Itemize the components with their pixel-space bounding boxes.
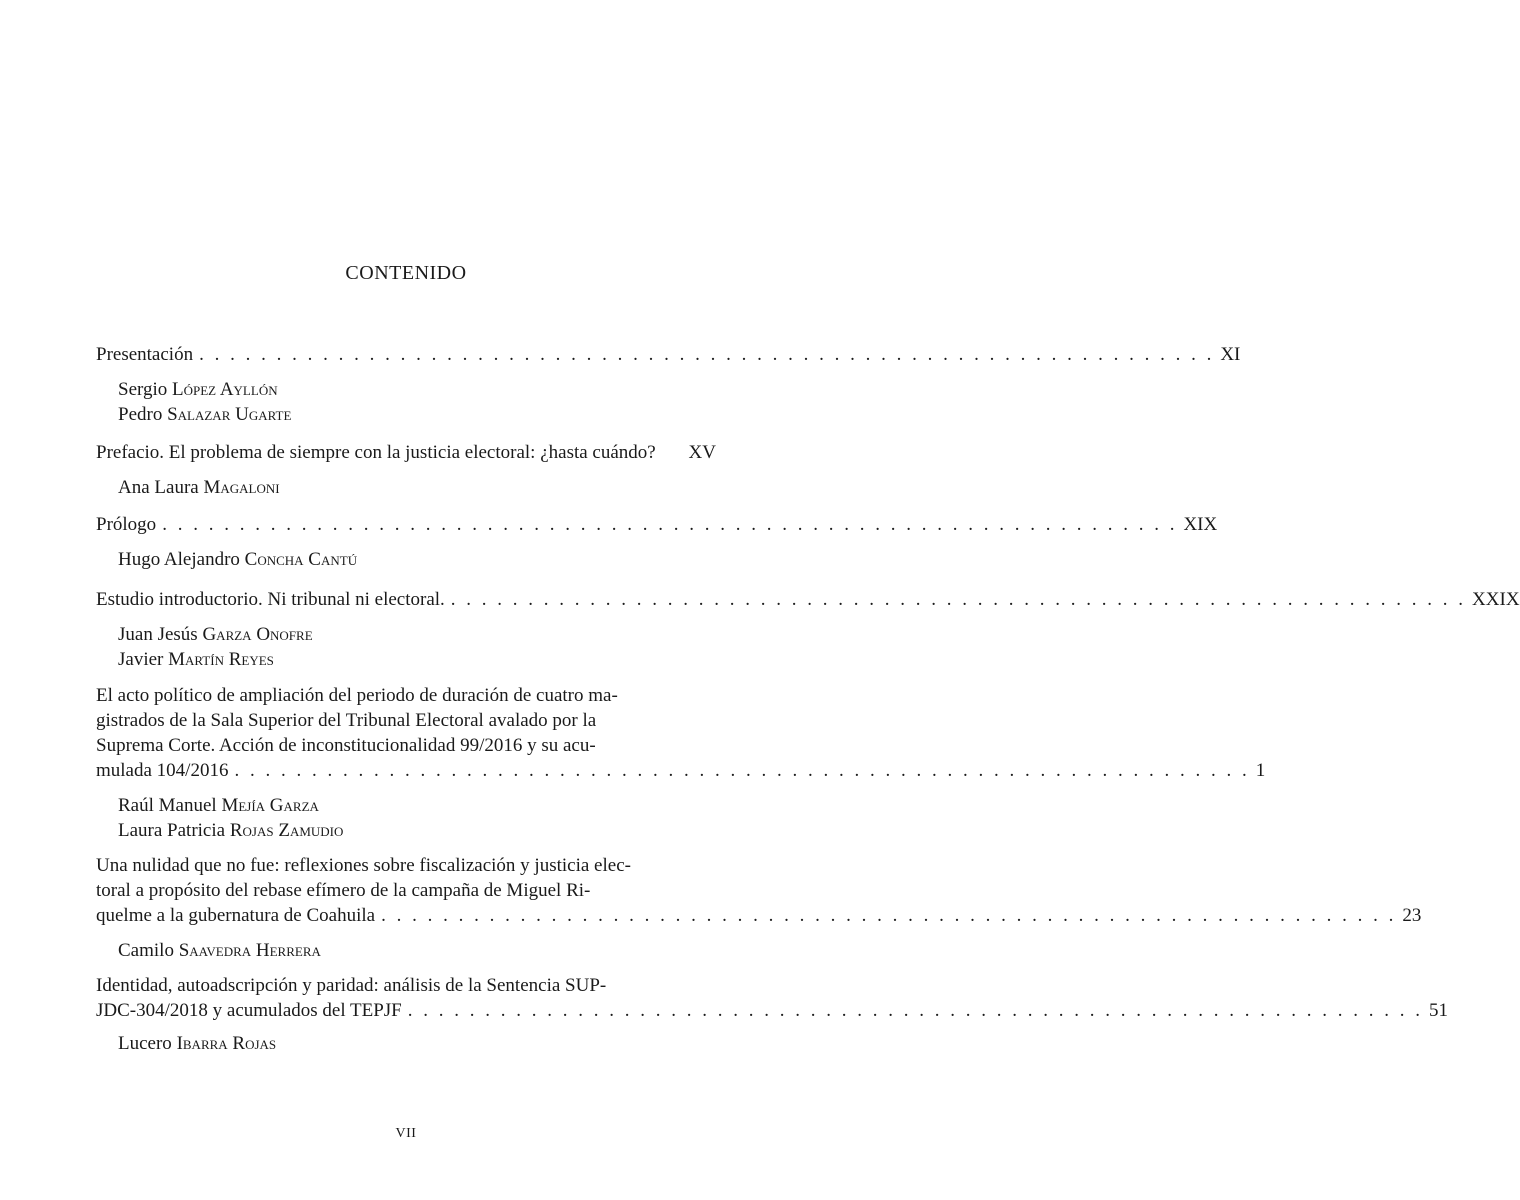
toc-entry-title: quelme a la gubernatura de Coahuila bbox=[96, 905, 376, 926]
toc-entry-acto-politico bbox=[96, 683, 1266, 843]
toc-entry-title-line bbox=[96, 440, 716, 465]
toc-entry-prefacio bbox=[96, 440, 716, 500]
toc-entry-nulidad bbox=[96, 853, 1422, 963]
author-given-name: Camilo bbox=[118, 940, 179, 961]
toc-entry-authors bbox=[118, 1031, 716, 1056]
author-name bbox=[118, 547, 716, 572]
page-number: VII bbox=[395, 1126, 417, 1141]
author-given-name: Pedro bbox=[118, 404, 168, 425]
author-given-name: Raúl Manuel bbox=[118, 795, 222, 816]
author-given-name: Sergio bbox=[118, 379, 173, 400]
dot-leader: . . . . . . . . . . . . . . . . . . . . . . . . . . . . . . . . . . . . . . . . . . . . . . . . . . . . . . . . . . . . . . . . . . bbox=[381, 905, 1397, 926]
author-surname: Saavedra Herrera bbox=[178, 940, 321, 961]
toc-entry-title: Identidad, autoadscripción y paridad: análisis de la Sentencia SUP- bbox=[96, 975, 607, 996]
toc-entry-page: XI bbox=[1220, 344, 1241, 365]
toc-entry-title-line bbox=[96, 903, 1422, 928]
author-surname: Martín Reyes bbox=[168, 649, 274, 670]
author-given-name: Laura Patricia bbox=[118, 820, 230, 841]
author-name bbox=[118, 818, 716, 843]
author-name bbox=[118, 793, 716, 818]
dot-leader: . . . . . . . . . . . . . . . . . . . . . . . . . . . . . . . . . . . . . . . . . . . . . . . . . . . . . . . . . . . . . . . . . . bbox=[407, 1000, 1424, 1021]
toc-entry-page: XIX bbox=[1183, 514, 1218, 535]
page-title: CONTENIDO bbox=[345, 262, 467, 284]
toc-entry-title: El acto político de ampliación del periodo de duración de cuatro ma- bbox=[96, 685, 618, 706]
author-surname: Mejía Garza bbox=[221, 795, 319, 816]
toc-entry-presentacion bbox=[96, 342, 1241, 427]
author-name bbox=[118, 647, 716, 672]
toc-entry-title: JDC-304/2018 y acumulados del TEPJF bbox=[96, 1000, 402, 1021]
toc-entry-title: Una nulidad que no fue: reflexiones sobre fiscalización y justicia elec- bbox=[96, 855, 631, 876]
toc-entry-title-line bbox=[96, 998, 1449, 1023]
author-surname: Rojas Zamudio bbox=[229, 820, 344, 841]
author-given-name: Juan Jesús bbox=[118, 624, 203, 645]
toc-entry-authors bbox=[118, 793, 716, 843]
toc-entry-title-line bbox=[96, 512, 1218, 537]
author-given-name: Lucero bbox=[118, 1033, 177, 1054]
author-name bbox=[118, 475, 716, 500]
author-surname: Salazar Ugarte bbox=[167, 404, 292, 425]
dot-leader: . . . . . . . . . . . . . . . . . . . . . . . . . . . . . . . . . . . . . . . . . . . . . . . . . . . . . . . . . . . . . . . . . . bbox=[162, 514, 1178, 535]
author-surname: Garza Onofre bbox=[202, 624, 313, 645]
toc-entry-title-line bbox=[96, 587, 1520, 612]
dot-leader: . . . . . . . . . . . . . . . . . . . . . . . . . . . . . . . . . . . . . . . . . . . . . . . . . . . . . . . . . . . . . . . . . . bbox=[199, 344, 1215, 365]
toc-entry-page: 1 bbox=[1255, 760, 1266, 781]
toc-entry-title: gistrados de la Sala Superior del Tribunal Electoral avalado por la bbox=[96, 710, 597, 731]
toc-entry-page: 51 bbox=[1429, 1000, 1449, 1021]
toc-entry-title-line bbox=[96, 342, 1241, 367]
toc-entry-estudio-introductorio bbox=[96, 587, 1520, 672]
author-name bbox=[118, 938, 716, 963]
toc-entry-prologo bbox=[96, 512, 1218, 572]
author-name bbox=[118, 377, 716, 402]
author-given-name: Javier bbox=[118, 649, 169, 670]
dot-leader: . . . . . . . . . . . . . . . . . . . . . . . . . . . . . . . . . . . . . . . . . . . . . . . . . . . . . . . . . . . . . . . . . . bbox=[450, 589, 1467, 610]
author-given-name: Ana Laura bbox=[118, 477, 204, 498]
toc-entry-title: Suprema Corte. Acción de inconstitucionalidad 99/2016 y su acu- bbox=[96, 735, 596, 756]
toc-entry-authors bbox=[118, 938, 716, 963]
author-surname: Ibarra Rojas bbox=[176, 1033, 277, 1054]
author-name bbox=[118, 402, 716, 427]
toc-entry-authors bbox=[118, 377, 716, 427]
author-name bbox=[118, 622, 716, 647]
toc-entry-page: XXIX bbox=[1472, 589, 1520, 610]
toc-entry-title: Prefacio. El problema de siempre con la justicia electoral: ¿hasta cuándo? bbox=[96, 442, 656, 463]
toc-entry-page: XV bbox=[688, 442, 716, 463]
toc-entry-title: Estudio introductorio. Ni tribunal ni electoral. bbox=[96, 589, 445, 610]
author-surname: Magaloni bbox=[203, 477, 280, 498]
toc-entry-authors bbox=[118, 475, 716, 500]
author-surname: Concha Cantú bbox=[244, 549, 358, 570]
toc-entry-authors bbox=[118, 547, 716, 572]
author-surname: López Ayllón bbox=[172, 379, 278, 400]
author-name bbox=[118, 1031, 716, 1056]
toc-entry-title: Presentación bbox=[96, 344, 194, 365]
toc-entry-title-line bbox=[96, 758, 1266, 783]
dot-leader: . . . . . . . . . . . . . . . . . . . . . . . . . . . . . . . . . . . . . . . . . . . . . . . . . . . . . . . . . . . . . . . . . . bbox=[234, 760, 1250, 781]
toc-entry-title: mulada 104/2016 bbox=[96, 760, 229, 781]
toc-entry-title: Prólogo bbox=[96, 514, 157, 535]
toc-entry-authors bbox=[118, 622, 716, 672]
toc-entry-page: 23 bbox=[1402, 905, 1422, 926]
author-given-name: Hugo Alejandro bbox=[118, 549, 245, 570]
toc-entry-title: toral a propósito del rebase efímero de la campaña de Miguel Ri- bbox=[96, 880, 591, 901]
toc-entry-identidad bbox=[96, 973, 1449, 1056]
